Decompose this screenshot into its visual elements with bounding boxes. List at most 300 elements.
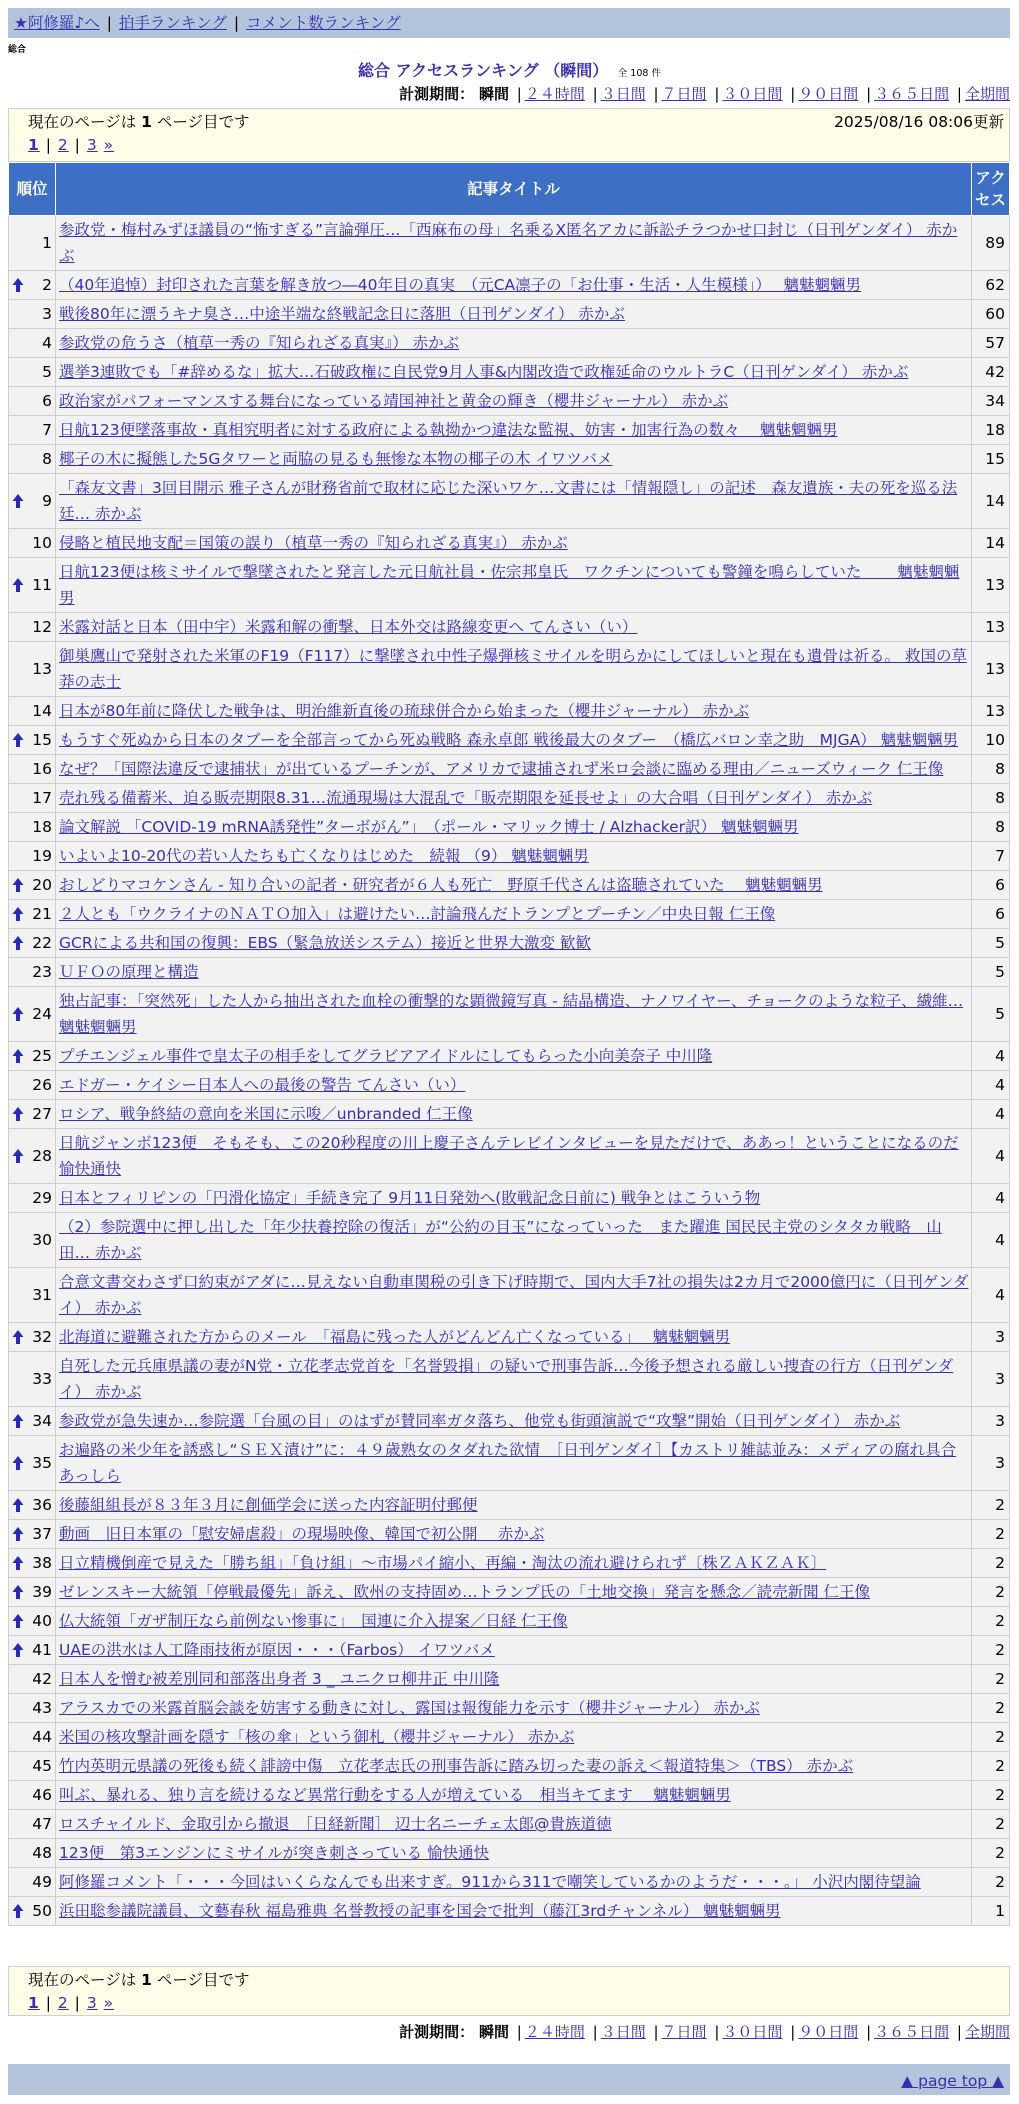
- title-cell: [56, 474, 972, 529]
- total-count: 全 108 件: [617, 68, 661, 79]
- article-title-link[interactable]: 侵略と植民地支配＝国策の誤り（植草一秀の『知られざる真実』） 赤かぶ: [59, 534, 568, 552]
- table-row: [9, 271, 1010, 300]
- rank-number: 7: [42, 421, 52, 439]
- rank-number: 43: [32, 1699, 52, 1717]
- table-row: [9, 871, 1010, 900]
- title-cell: [56, 1436, 972, 1491]
- table-row: [9, 813, 1010, 842]
- title-cell: [56, 755, 972, 784]
- table-row: [9, 1781, 1010, 1810]
- table-row: [9, 1578, 1010, 1607]
- access-count: 2: [972, 1752, 1010, 1781]
- access-count: 3: [972, 1407, 1010, 1436]
- access-count: 5: [972, 958, 1010, 987]
- table-row: [9, 958, 1010, 987]
- table-row: [9, 1636, 1010, 1665]
- rank-number: 8: [42, 450, 52, 468]
- rank-up-arrow-icon: [12, 1497, 24, 1513]
- access-count: 4: [972, 1071, 1010, 1100]
- period-selector-top: 計測期間： 瞬間 | ２４時間 | ３日間 | ７日間 | ３０日間 | ９０日間 | ３６５日間 | 全期間: [399, 85, 1010, 103]
- access-count: 34: [972, 387, 1010, 416]
- article-title-link[interactable]: エドガー・ケイシー日本人への最後の警告 てんさい（い）: [59, 1076, 466, 1094]
- pager-bottom: [8, 1966, 1010, 2016]
- title-cell: [56, 929, 972, 958]
- title-cell: [56, 558, 972, 613]
- table-row: [9, 1352, 1010, 1407]
- article-title-link[interactable]: UAEの洪水は人工降雨技術が原因・・・（Farbos） イワツバメ: [59, 1641, 495, 1659]
- rank-cell: [9, 1868, 56, 1897]
- article-title-link[interactable]: アラスカでの米露首脳会談を妨害する動きに対し、露国は報復能力を示す（櫻井ジャーナル） 赤かぶ: [59, 1699, 760, 1717]
- rank-up-arrow-icon: [12, 577, 24, 593]
- title-cell: [56, 1810, 972, 1839]
- title-cell: [56, 726, 972, 755]
- table-row: [9, 329, 1010, 358]
- rank-number: 22: [32, 934, 52, 952]
- access-count: 5: [972, 987, 1010, 1042]
- title-cell: [56, 1213, 972, 1268]
- rank-up-arrow-icon: [12, 1555, 24, 1571]
- rank-cell: [9, 900, 56, 929]
- current-page-number: 1: [141, 1971, 152, 1989]
- title-cell: [56, 1100, 972, 1129]
- title-cell: [56, 871, 972, 900]
- table-header-row: [9, 163, 1010, 216]
- access-count: 2: [972, 1781, 1010, 1810]
- article-title-link[interactable]: もうすぐ死ぬから日本のタブーを全部言ってから死ぬ戦略 森永卓郎 戦後最大のタブー （橋広バロン幸之助 MJGA） 魑魅魍魎男: [59, 731, 959, 749]
- article-title-link[interactable]: 動画 旧日本軍の「慰安婦虐殺」の現場映像、韓国で初公開 赤かぶ: [59, 1525, 545, 1543]
- access-count: 8: [972, 755, 1010, 784]
- access-count: 3: [972, 1352, 1010, 1407]
- period-all-link[interactable]: 全期間: [964, 2023, 1010, 2041]
- article-title-link[interactable]: 日航123便墜落事故・真相究明者に対する政府による執拗かつ違法な監視、妨害・加害行為の数々 魑魅魍魎男: [59, 421, 838, 439]
- period-selector-bottom: 計測期間： 瞬間 | ２４時間 | ３日間 | ７日間 | ３０日間 | ９０日間 | ３６５日間 | 全期間: [399, 2023, 1010, 2041]
- table-row: [9, 1100, 1010, 1129]
- title-cell: [56, 1520, 972, 1549]
- article-title-link[interactable]: ロスチャイルド、金取引から撤退 ［日経新聞］ 辺士名ニーチェ太郎@貴族道徳: [59, 1815, 612, 1833]
- article-title-link[interactable]: 売れ残る備蓄米、迫る販売期限8.31…流通現場は大混乱で「販売期限を延長せよ」の大合唱（日刊ゲンダイ） 赤かぶ: [59, 789, 873, 807]
- article-title-link[interactable]: ２人とも「ウクライナのＮＡＴＯ加入」は避けたい…討論飛んだトランプとプーチン／中央日報 仁王像: [59, 905, 776, 923]
- article-title-link[interactable]: いよいよ10-20代の若い人たちも亡くなりはじめた 続報 （9） 魑魅魍魎男: [59, 847, 589, 865]
- rank-up-arrow-icon: [12, 1455, 24, 1471]
- access-count: 6: [972, 871, 1010, 900]
- period-365d-link[interactable]: ３６５日間: [874, 85, 950, 103]
- rank-up-arrow-icon: [12, 1148, 24, 1164]
- rank-cell: [9, 755, 56, 784]
- rank-number: 37: [32, 1525, 52, 1543]
- article-title-link[interactable]: 後藤組組長が８３年３月に創価学会に送った内容証明付郵便: [59, 1496, 478, 1514]
- access-count: 8: [972, 813, 1010, 842]
- article-title-link[interactable]: 選挙3連敗でも「#辞めるな」拡大…石破政権に自民党9月人事&内閣改造で政権延命のウルトラC（日刊ゲンダイ） 赤かぶ: [59, 363, 909, 381]
- rank-up-arrow-icon: [12, 732, 24, 748]
- rank-cell: [9, 1549, 56, 1578]
- rank-cell: [9, 474, 56, 529]
- article-title-link[interactable]: ＵＦＯの原理と構造: [59, 963, 199, 981]
- clap-ranking-link[interactable]: 拍手ランキング: [118, 14, 227, 32]
- table-row: [9, 1839, 1010, 1868]
- rank-cell: [9, 416, 56, 445]
- rank-cell: [9, 1839, 56, 1868]
- page-title: 総合 アクセスランキング （瞬間）: [358, 61, 609, 80]
- rank-number: 9: [42, 492, 52, 510]
- period-7d-link[interactable]: ７日間: [661, 2023, 707, 2041]
- rank-number: 42: [32, 1670, 52, 1688]
- article-title-link[interactable]: 日立精機倒産で見えた「勝ち組」「負け組」～市場パイ縮小、再編・淘汰の流れ避けられず〔株ＺＡＫＺＡＫ〕: [59, 1554, 827, 1572]
- article-title-link[interactable]: 参政党・梅村みずほ議員の“怖すぎる”言論弾圧…「西麻布の母」名乗るX匿名アカに訴訟チラつかせ口封じ（日刊ゲンダイ） 赤かぶ: [59, 221, 958, 265]
- article-title-link[interactable]: 「森友文書」3回目開示 雅子さんが財務省前で取材に応じた深いワケ…文書には「情報隠し」の記述 森友遺族・夫の死を巡る法廷… 赤かぶ: [59, 479, 958, 523]
- rank-number: 23: [32, 963, 52, 981]
- title-cell: [56, 613, 972, 642]
- title-cell: [56, 1607, 972, 1636]
- page-link-3[interactable]: 3: [86, 136, 98, 154]
- access-count: 14: [972, 529, 1010, 558]
- rank-up-arrow-icon: [12, 935, 24, 951]
- article-title-link[interactable]: ゼレンスキー大統領「停戦最優先」訴え、欧州の支持固め…トランプ氏の「土地交換」発言を懸念／読売新聞 仁王像: [59, 1583, 871, 1601]
- updated-timestamp: 2025/08/16 08:06更新: [834, 113, 1004, 131]
- access-count: 2: [972, 1665, 1010, 1694]
- title-cell: [56, 416, 972, 445]
- article-title-link[interactable]: 米国の核攻撃計画を隠す「核の傘」という御札（櫻井ジャーナル） 赤かぶ: [59, 1728, 575, 1746]
- rank-number: 19: [32, 847, 52, 865]
- title-cell: [56, 1071, 972, 1100]
- rank-cell: [9, 929, 56, 958]
- rank-up-arrow-icon: [12, 1413, 24, 1429]
- table-row: [9, 697, 1010, 726]
- title-cell: [56, 1868, 972, 1897]
- article-title-link[interactable]: ロシア、戦争終結の意向を米国に示唆／unbranded 仁王像: [59, 1105, 473, 1123]
- access-count: 57: [972, 329, 1010, 358]
- rank-cell: [9, 1752, 56, 1781]
- title-cell: [56, 1839, 972, 1868]
- table-row: [9, 445, 1010, 474]
- rank-cell: [9, 958, 56, 987]
- rank-number: 25: [32, 1047, 52, 1065]
- page-link-current[interactable]: 1: [28, 1994, 40, 2012]
- page-link-2[interactable]: 2: [57, 136, 69, 154]
- access-count: 2: [972, 1491, 1010, 1520]
- article-title-link[interactable]: 自死した元兵庫県議の妻がN党・立花孝志党首を「名誉毀損」の疑いで刑事告訴…今後予想される厳しい捜査の行方（日刊ゲンダイ） 赤かぶ: [59, 1357, 954, 1401]
- article-title-link[interactable]: 北海道に避難された方からのメール 「福島に残った人がどんどん亡くなっている」 魑魅魍魎男: [59, 1328, 731, 1346]
- period-30d-link[interactable]: ３０日間: [722, 2023, 783, 2041]
- table-row: [9, 1549, 1010, 1578]
- article-title-link[interactable]: 椰子の木に擬態した5Gタワーと両脇の見るも無惨な本物の椰子の木 イワツバメ: [59, 450, 613, 468]
- rank-number: 26: [32, 1076, 52, 1094]
- rank-cell: [9, 358, 56, 387]
- article-title-link[interactable]: 戦後80年に漂うキナ臭さ…中途半端な終戦記念日に落胆（日刊ゲンダイ） 赤かぶ: [59, 305, 625, 323]
- rank-cell: [9, 1781, 56, 1810]
- rank-number: 47: [32, 1815, 52, 1833]
- table-row: [9, 1897, 1010, 1926]
- title-cell: [56, 1665, 972, 1694]
- rank-up-arrow-icon: [12, 1642, 24, 1658]
- access-count: 60: [972, 300, 1010, 329]
- rank-cell: [9, 216, 56, 271]
- title-cell: [56, 329, 972, 358]
- title-cell: [56, 784, 972, 813]
- table-row: [9, 900, 1010, 929]
- access-count: 15: [972, 445, 1010, 474]
- table-row: [9, 1665, 1010, 1694]
- rank-cell: [9, 1268, 56, 1323]
- rank-up-arrow-icon: [12, 1584, 24, 1600]
- rank-up-arrow-icon: [12, 1903, 24, 1919]
- rank-cell: [9, 813, 56, 842]
- article-title-link[interactable]: （40年追悼）封印された言葉を解き放つ―40年目の真実 （元CA凛子の「お仕事・生活・人生模様」） 魑魅魍魎男: [59, 276, 862, 294]
- period-24h-link[interactable]: ２４時間: [524, 85, 585, 103]
- article-title-link[interactable]: 竹内英明元県議の死後も続く誹謗中傷 立花孝志氏の刑事告訴に踏み切った妻の訴え＜報道特集＞（TBS） 赤かぶ: [59, 1757, 854, 1775]
- title-cell: [56, 1578, 972, 1607]
- article-title-link[interactable]: 論文解説 「COVID-19 mRNA誘発性”ターボがん”」 （ポール・マリック博士 / Alzhacker訳） 魑魅魍魎男: [59, 818, 799, 836]
- access-count: 10: [972, 726, 1010, 755]
- rank-cell: [9, 1407, 56, 1436]
- rank-up-arrow-icon: [12, 1613, 24, 1629]
- access-count: 4: [972, 1213, 1010, 1268]
- rank-number: 5: [42, 363, 52, 381]
- period-7d-link[interactable]: ７日間: [661, 85, 707, 103]
- title-cell: [56, 216, 972, 271]
- access-count: 2: [972, 1868, 1010, 1897]
- rank-number: 17: [32, 789, 52, 807]
- access-count: 6: [972, 900, 1010, 929]
- article-title-link[interactable]: 独占記事：「突然死」した人から抽出された血栓の衝撃的な顕微鏡写真 - 結晶構造、ナノワイヤー、チョークのような粒子、繊維… 魑魅魍魎男: [59, 992, 964, 1036]
- title-cell: [56, 1694, 972, 1723]
- page-link-2[interactable]: 2: [57, 1994, 69, 2012]
- current-page-text: 現在のページは 1 ページ目です: [28, 113, 250, 131]
- period-30d-link[interactable]: ３０日間: [722, 85, 783, 103]
- title-cell: [56, 358, 972, 387]
- rank-number: 13: [32, 660, 52, 678]
- table-row: [9, 842, 1010, 871]
- rank-up-arrow-icon: [12, 1106, 24, 1122]
- rank-cell: [9, 871, 56, 900]
- page-links: 1 | 2 | 3 »: [28, 1994, 115, 2012]
- table-row: [9, 1607, 1010, 1636]
- access-count: 18: [972, 416, 1010, 445]
- table-row: [9, 1752, 1010, 1781]
- article-title-link[interactable]: 阿修羅コメント「・・・今回はいくらなんでも出来すぎ。911から311で嘲笑しているかのようだ・・・。」 小沢内閣待望論: [59, 1873, 921, 1891]
- title-cell: [56, 1352, 972, 1407]
- ranking-heading: [0, 60, 1019, 85]
- table-row: [9, 642, 1010, 697]
- page-link-current[interactable]: 1: [28, 136, 40, 154]
- rank-number: 30: [32, 1231, 52, 1249]
- rank-cell: [9, 1129, 56, 1184]
- rank-cell: [9, 1323, 56, 1352]
- table-row: [9, 1868, 1010, 1897]
- rank-cell: [9, 1636, 56, 1665]
- article-title-link[interactable]: GCRによる共和国の復興：EBS（緊急放送システム）接近と世界大激変 歓歓: [59, 934, 591, 952]
- access-count: 4: [972, 1184, 1010, 1213]
- article-title-link[interactable]: おしどりマコケンさん - 知り合いの記者・研究者が６人も死亡 野原千代さんは盗聴されていた 魑魅魍魎男: [59, 876, 823, 894]
- page-link-next[interactable]: »: [103, 136, 115, 154]
- access-count: 1: [972, 1897, 1010, 1926]
- period-all-link[interactable]: 全期間: [964, 85, 1010, 103]
- title-cell: [56, 1636, 972, 1665]
- table-row: [9, 529, 1010, 558]
- rank-up-arrow-icon: [12, 1329, 24, 1345]
- rank-cell: [9, 1071, 56, 1100]
- rank-number: 1: [42, 234, 52, 252]
- article-title-link[interactable]: 合意文書交わさず口約束がアダに…見えない自動車関税の引き下げ時期で、国内大手7社の損失は2カ月で2000億円に（日刊ゲンダイ） 赤かぶ: [59, 1273, 969, 1317]
- article-title-link[interactable]: 日航ジャンボ123便 そもそも、この20秒程度の川上慶子さんテレビインタビューを見ただけで、ああっ！ということになるのだ 愉快通快: [59, 1134, 959, 1178]
- article-title-link[interactable]: 米露対話と日本（田中宇）米露和解の衝撃、日本外交は路線変更へ てんさい（い）: [59, 618, 638, 636]
- access-count: 4: [972, 1268, 1010, 1323]
- title-cell: [56, 1723, 972, 1752]
- period-24h-link[interactable]: ２４時間: [524, 2023, 585, 2041]
- rank-cell: [9, 1352, 56, 1407]
- top-nav-bar: [8, 8, 1010, 38]
- period-current: 瞬間: [478, 2023, 509, 2041]
- table-row: [9, 1268, 1010, 1323]
- rank-number: 15: [32, 731, 52, 749]
- article-title-link[interactable]: 123便 第3エンジンにミサイルが突き刺さっている 愉快通快: [59, 1844, 490, 1862]
- access-count: 2: [972, 1636, 1010, 1665]
- table-row: [9, 1042, 1010, 1071]
- rank-cell: [9, 271, 56, 300]
- rank-number: 44: [32, 1728, 52, 1746]
- title-cell: [56, 1407, 972, 1436]
- access-count: 3: [972, 1436, 1010, 1491]
- title-cell: [56, 987, 972, 1042]
- rank-up-arrow-icon: [12, 906, 24, 922]
- article-title-link[interactable]: 仏大統領「ガザ制圧なら前例ない惨事に」 国連に介入提案／日経 仁王像: [59, 1612, 568, 1630]
- period-3d-link[interactable]: ３日間: [600, 2023, 646, 2041]
- access-count: 14: [972, 474, 1010, 529]
- page-link-3[interactable]: 3: [86, 1994, 98, 2012]
- title-cell: [56, 1323, 972, 1352]
- table-row: [9, 929, 1010, 958]
- table-row: [9, 1213, 1010, 1268]
- home-link[interactable]: ★阿修羅♪へ: [14, 14, 100, 32]
- access-count: 7: [972, 842, 1010, 871]
- rank-cell: [9, 1810, 56, 1839]
- article-title-link[interactable]: 参政党の危うさ（植草一秀の『知られざる真実』） 赤かぶ: [59, 334, 460, 352]
- article-title-link[interactable]: 日本とフィリピンの「円滑化協定」手続き完了 9月11日発効へ(敗戦記念日前に) 戦争とはこういう物: [59, 1189, 761, 1207]
- title-cell: [56, 529, 972, 558]
- rank-number: 3: [42, 305, 52, 323]
- rank-cell: [9, 1213, 56, 1268]
- title-cell: [56, 813, 972, 842]
- access-count: 2: [972, 1607, 1010, 1636]
- rank-number: 50: [32, 1902, 52, 1920]
- table-row: [9, 784, 1010, 813]
- access-count: 8: [972, 784, 1010, 813]
- rank-number: 12: [32, 618, 52, 636]
- article-title-link[interactable]: 叫ぶ、暴れる、独り言を続けるなど異常行動をする人が増えている 相当キてます 魑魅魍魎男: [59, 1786, 731, 1804]
- access-count: 2: [972, 1694, 1010, 1723]
- page-link-next[interactable]: »: [103, 1994, 115, 2012]
- access-count: 4: [972, 1100, 1010, 1129]
- rank-cell: [9, 1694, 56, 1723]
- article-title-link[interactable]: 日本が80年前に降伏した戦争は、明治維新直後の琉球併合から始まった（櫻井ジャーナル） 赤かぶ: [59, 702, 750, 720]
- rank-number: 45: [32, 1757, 52, 1775]
- rank-number: 31: [32, 1286, 52, 1304]
- period-90d-link[interactable]: ９０日間: [798, 2023, 859, 2041]
- table-row: [9, 1810, 1010, 1839]
- title-cell: [56, 842, 972, 871]
- rank-up-arrow-icon: [12, 1048, 24, 1064]
- article-title-link[interactable]: 参政党が急失速か…参院選「台風の目」のはずが賛同率ガタ落ち、他党も街頭演説で“攻撃”開始（日刊ゲンダイ） 赤かぶ: [59, 1412, 901, 1430]
- article-title-link[interactable]: なぜ？「国際法違反で逮捕状」が出ているプーチンが、アメリカで逮捕されず米ロ会談に臨める理由／ニューズウィーク 仁王像: [59, 760, 944, 778]
- table-row: [9, 1129, 1010, 1184]
- table-row: [9, 474, 1010, 529]
- article-title-link[interactable]: 日航123便は核ミサイルで撃墜されたと発言した元日航社員・佐宗邦皇氏 ワクチンについても警鐘を鳴らしていた 魑魅魍魎男: [59, 563, 960, 607]
- rank-cell: [9, 726, 56, 755]
- rank-cell: [9, 1723, 56, 1752]
- access-count: 4: [972, 1129, 1010, 1184]
- title-cell: [56, 387, 972, 416]
- rank-cell: [9, 613, 56, 642]
- footer-bar: [8, 2064, 1010, 2095]
- article-title-link[interactable]: 浜田聡参議院議員、文藝春秋 福島雅典 名誉教授の記事を国会で批判（藤江3rdチャンネル） 魑魅魍魎男: [59, 1902, 781, 1920]
- ranking-table: [8, 162, 1010, 1926]
- table-row: [9, 1436, 1010, 1491]
- rank-number: 40: [32, 1612, 52, 1630]
- title-cell: [56, 1491, 972, 1520]
- article-title-link[interactable]: 政治家がパフォーマンスする舞台になっている靖国神社と黄金の輝き（櫻井ジャーナル） 赤かぶ: [59, 392, 729, 410]
- rank-number: 18: [32, 818, 52, 836]
- access-count: 5: [972, 929, 1010, 958]
- page-top-link[interactable]: ▲ page top ▲: [901, 2072, 1004, 2090]
- comment-ranking-link[interactable]: コメント数ランキング: [246, 14, 401, 32]
- table-row: [9, 1407, 1010, 1436]
- title-cell: [56, 1781, 972, 1810]
- rank-cell: [9, 642, 56, 697]
- table-row: [9, 216, 1010, 271]
- access-count: 13: [972, 697, 1010, 726]
- access-count: 2: [972, 1723, 1010, 1752]
- rank-up-arrow-icon: [12, 493, 24, 509]
- period-3d-link[interactable]: ３日間: [600, 85, 646, 103]
- title-cell: [56, 1752, 972, 1781]
- rank-number: 29: [32, 1189, 52, 1207]
- rank-cell: [9, 387, 56, 416]
- period-90d-link[interactable]: ９０日間: [798, 85, 859, 103]
- article-title-link[interactable]: お遍路の米少年を誘惑し“ＳＥＸ漬け”に：４９歳熟女のタダれた欲情 ［日刊ゲンダイ］【カストリ雑誌並み：メディアの腐れ具合 あっしら: [59, 1441, 957, 1485]
- article-title-link[interactable]: 御巣鷹山で発射された米軍のF19（F117）に撃墜され中性子爆弾核ミサイルを明らかにしてほしいと現在も遺骨は祈る。 救国の草莽の志士: [59, 647, 967, 691]
- table-row: [9, 1184, 1010, 1213]
- title-cell: [56, 900, 972, 929]
- article-title-link[interactable]: プチエンジェル事件で皇太子の相手をしてグラビアアイドルにしてもらった小向美奈子 中川隆: [59, 1047, 713, 1065]
- rank-cell: [9, 987, 56, 1042]
- access-count: 2: [972, 1839, 1010, 1868]
- access-count: 42: [972, 358, 1010, 387]
- table-row: [9, 987, 1010, 1042]
- article-title-link[interactable]: 日本人を憎む被差別同和部落出身者 3 _ ユニクロ柳井正 中川隆: [59, 1670, 500, 1688]
- rank-number: 32: [32, 1328, 52, 1346]
- rank-cell: [9, 1665, 56, 1694]
- access-count: 89: [972, 216, 1010, 271]
- period-current: 瞬間: [478, 85, 509, 103]
- article-title-link[interactable]: （2）参院選中に押し出した「年少扶養控除の復活」が“公約の目玉”になっていった また躍進 国民民主党のシタタカ戦略 山田… 赤かぶ: [59, 1218, 942, 1262]
- title-cell: [56, 1184, 972, 1213]
- access-count: 13: [972, 613, 1010, 642]
- table-row: [9, 358, 1010, 387]
- rank-cell: [9, 1100, 56, 1129]
- period-label: 計測期間：: [399, 2023, 475, 2041]
- access-count: 2: [972, 1520, 1010, 1549]
- title-cell: [56, 1268, 972, 1323]
- period-365d-link[interactable]: ３６５日間: [874, 2023, 950, 2041]
- rank-number: 41: [32, 1641, 52, 1659]
- table-row: [9, 300, 1010, 329]
- access-count: 13: [972, 558, 1010, 613]
- rank-number: 48: [32, 1844, 52, 1862]
- table-row: [9, 1071, 1010, 1100]
- rank-number: 33: [32, 1370, 52, 1388]
- rank-number: 34: [32, 1412, 52, 1430]
- title-cell: [56, 271, 972, 300]
- rank-number: 21: [32, 905, 52, 923]
